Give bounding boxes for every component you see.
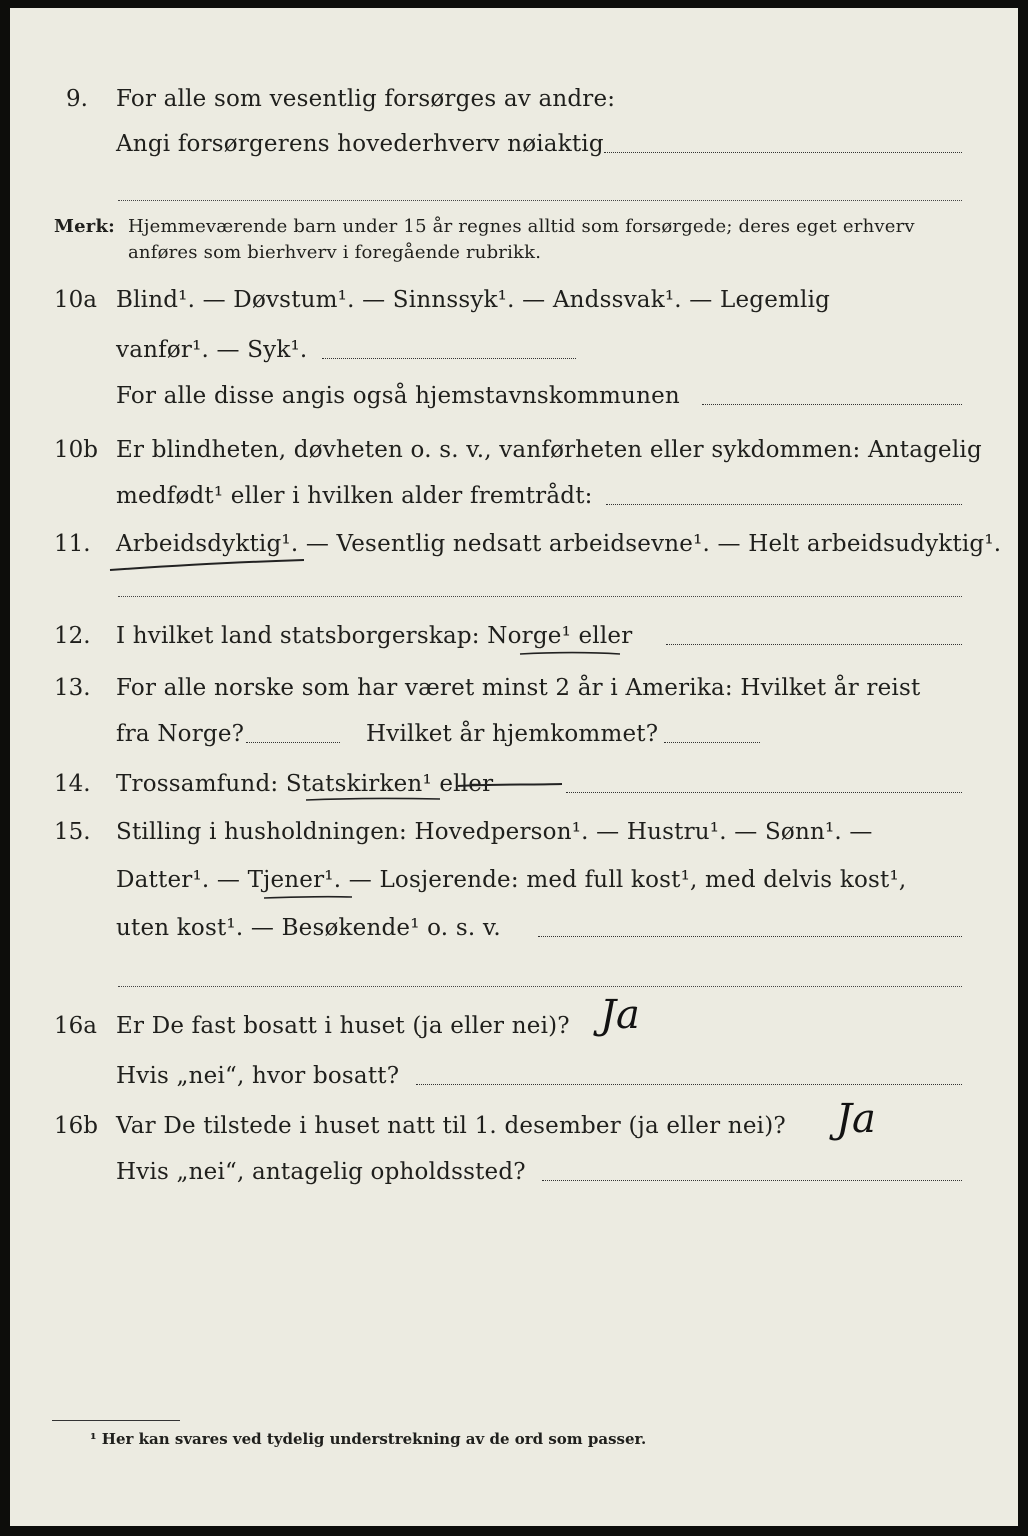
q11-number: 11.	[54, 531, 91, 557]
q14-handwritten-underline	[304, 794, 442, 806]
q10b-answer-line	[606, 504, 962, 505]
q16a-handwritten-answer: Ja	[600, 992, 640, 1038]
q15-number: 15.	[54, 819, 91, 845]
q10b-line1: Er blindheten, døvheten o. s. v., vanførheten eller sykdommen: Antagelig	[116, 437, 982, 463]
merk-line1: Hjemmeværende barn under 15 år regnes alltid som forsørgede; deres eget erhverv	[128, 216, 915, 237]
q13-line2b: Hvilket år hjemkommet?	[366, 721, 659, 747]
q9-line1: For alle som vesentlig forsørges av andre:	[116, 86, 616, 112]
q10b-number: 10b	[54, 437, 98, 463]
q16b-line2: Hvis „nei“, antagelig opholdssted?	[116, 1159, 526, 1185]
footnote: ¹ Her kan svares ved tydelig understrekning av de ord som passer.	[90, 1430, 647, 1448]
q12-text: I hvilket land statsborgerskap: Norge¹ eller	[116, 623, 633, 649]
q10a-line1: Blind¹. — Døvstum¹. — Sinnssyk¹. — Andssvak¹. — Legemlig	[116, 287, 831, 313]
q12-number: 12.	[54, 623, 91, 649]
q16b-number: 16b	[54, 1113, 98, 1139]
q10a-kommune-line	[702, 404, 962, 405]
q10a-number: 10a	[54, 287, 97, 313]
merk-label: Merk:	[54, 216, 115, 237]
footnote-rule	[52, 1420, 180, 1421]
q9-answer-line	[604, 152, 962, 153]
q15-handwritten-underline	[262, 892, 354, 904]
q9-extra-line	[118, 200, 962, 201]
q14-number: 14.	[54, 771, 91, 797]
q12-handwritten-underline	[518, 648, 622, 660]
q9-line2: Angi forsørgerens hovederhverv nøiaktig	[116, 131, 604, 157]
q11-extra-line	[118, 596, 962, 597]
q16a-answer-line	[416, 1084, 962, 1085]
q16a-line1: Er De fast bosatt i huset (ja eller nei)?	[116, 1013, 570, 1039]
q10b-line2: medfødt¹ eller i hvilken alder fremtrådt:	[116, 483, 593, 509]
q14-text: Trossamfund: Statskirken¹ eller	[116, 771, 494, 797]
q13-line1: For alle norske som har været minst 2 år i Amerika: Hvilket år reist	[116, 675, 921, 701]
q12-answer-line	[666, 644, 962, 645]
census-form-page	[10, 8, 1018, 1526]
q16a-line2: Hvis „nei“, hvor bosatt?	[116, 1063, 400, 1089]
q10a-line3: For alle disse angis også hjemstavnskommunen	[116, 383, 680, 409]
q13-reist-line	[246, 742, 340, 743]
q10a-syk-line	[322, 358, 576, 359]
q11-text: Arbeidsdyktig¹. — Vesentlig nedsatt arbeidsevne¹. — Helt arbeidsudyktig¹.	[116, 531, 1002, 557]
q15-answer-line	[538, 936, 962, 937]
q13-line2a: fra Norge?	[116, 721, 245, 747]
q13-hjemkommet-line	[664, 742, 760, 743]
q15-line3: uten kost¹. — Besøkende¹ o. s. v.	[116, 915, 501, 941]
q13-number: 13.	[54, 675, 91, 701]
q15-line2: Datter¹. — Tjener¹. — Losjerende: med full kost¹, med delvis kost¹,	[116, 867, 907, 893]
q11-handwritten-underline	[108, 556, 308, 576]
q14-strikethrough	[456, 778, 566, 792]
q10a-line2: vanfør¹. — Syk¹.	[116, 337, 308, 363]
q9-number: 9.	[66, 86, 88, 112]
q16b-handwritten-answer: Ja	[836, 1096, 876, 1142]
q16b-line1: Var De tilstede i huset natt til 1. desember (ja eller nei)?	[116, 1113, 786, 1139]
q15-line1: Stilling i husholdningen: Hovedperson¹. — Hustru¹. — Sønn¹. —	[116, 819, 873, 845]
q16a-number: 16a	[54, 1013, 97, 1039]
q15-extra-line	[118, 986, 962, 987]
merk-line2: anføres som bierhverv i foregående rubrikk.	[128, 242, 542, 263]
q14-answer-line	[566, 792, 962, 793]
q16b-answer-line	[542, 1180, 962, 1181]
